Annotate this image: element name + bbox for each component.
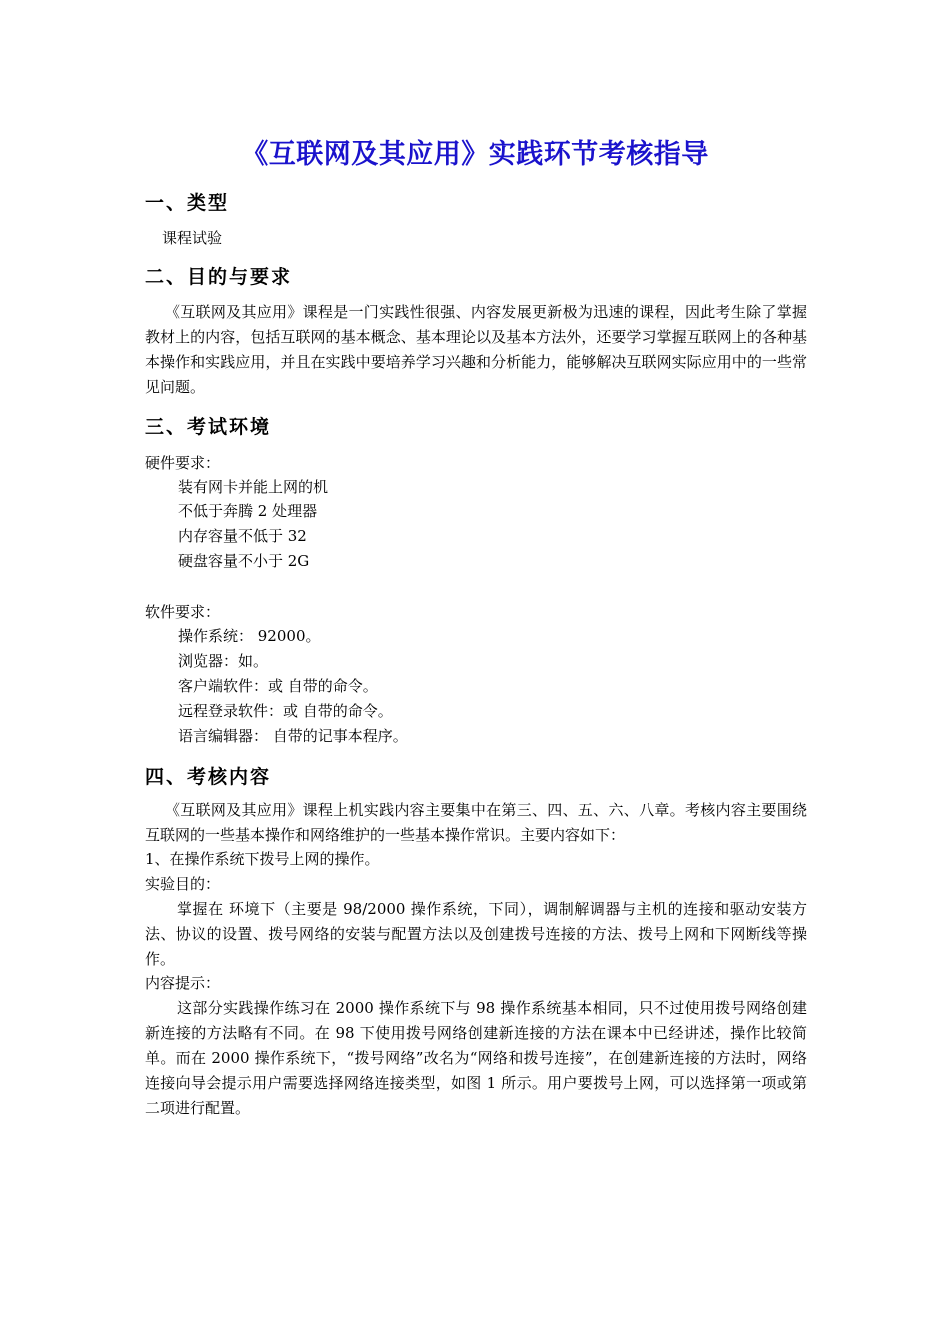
goal-label: 实验目的： bbox=[145, 875, 221, 893]
software-item: 浏览器：如。 bbox=[178, 652, 269, 670]
purpose-paragraph: 《互联网及其应用》课程是一门实践性很强、内容发展更新极为迅速的课程，因此考生除了掌握教材上的内容，包括互联网的基本概念、基本理论以及基本方法外，还要学习掌握互联网上的各种基本操作和实践应用，并且在实践中要培养学习兴趣和分析能力，能够解决互联网实际应用中的一些常见问题。 bbox=[145, 303, 807, 396]
hint-paragraph: 这部分实践操作练习在 2000 操作系统下与 98 操作系统基本相同，只不过使用拨号网络创建新连接的方法略有不同。在 98 下使用拨号网络创建新连接的方法在课本中已经讲述，操作比较简单。而在 2000 操作系统下，“拨号网络”改名为“网络和拨号连接”，在创建新连接的方法时，网络连接向导会提示用户需要选择网络连接类型，如图 1 所示。用户要拨号上网，可以选择第一项或第二项进行配置。 bbox=[145, 999, 807, 1117]
content-intro-paragraph: 《互联网及其应用》课程上机实践内容主要集中在第三、四、五、六、八章。考核内容主要围绕互联网的一些基本操作和网络维护的一些基本操作常识。主要内容如下： bbox=[145, 801, 807, 844]
software-label: 软件要求： bbox=[145, 603, 221, 621]
type-text: 课程试验 bbox=[162, 229, 223, 247]
software-item: 操作系统： 92000。 bbox=[178, 627, 321, 645]
hardware-item: 硬盘容量不小于 2G bbox=[178, 552, 310, 570]
section-heading-purpose: 二、目的与要求 bbox=[145, 266, 293, 288]
section-heading-type: 一、类型 bbox=[145, 192, 230, 214]
hardware-item: 装有网卡并能上网的机 bbox=[178, 478, 329, 496]
content-item-title: 1、在操作系统下拨号上网的操作。 bbox=[145, 850, 380, 868]
hint-label: 内容提示： bbox=[145, 974, 221, 992]
document-title: 《互联网及其应用》实践环节考核指导 bbox=[241, 139, 709, 170]
hardware-label: 硬件要求： bbox=[145, 454, 221, 472]
goal-paragraph: 掌握在 环境下（主要是 98/2000 操作系统，下同），调制解调器与主机的连接和驱动安装方法、协议的设置、拨号网络的安装与配置方法以及创建拨号连接的方法、拨号上网和下网断线等操作。 bbox=[145, 900, 807, 968]
software-item: 远程登录软件：或 自带的命令。 bbox=[178, 702, 393, 720]
hardware-item: 内存容量不低于 32 bbox=[178, 527, 307, 545]
software-item: 语言编辑器： 自带的记事本程序。 bbox=[178, 727, 408, 745]
hardware-item: 不低于奔腾 2 处理器 bbox=[178, 502, 318, 520]
software-item: 客户端软件：或 自带的命令。 bbox=[178, 677, 378, 695]
section-heading-environment: 三、考试环境 bbox=[145, 416, 272, 438]
section-heading-content: 四、考核内容 bbox=[145, 766, 272, 788]
